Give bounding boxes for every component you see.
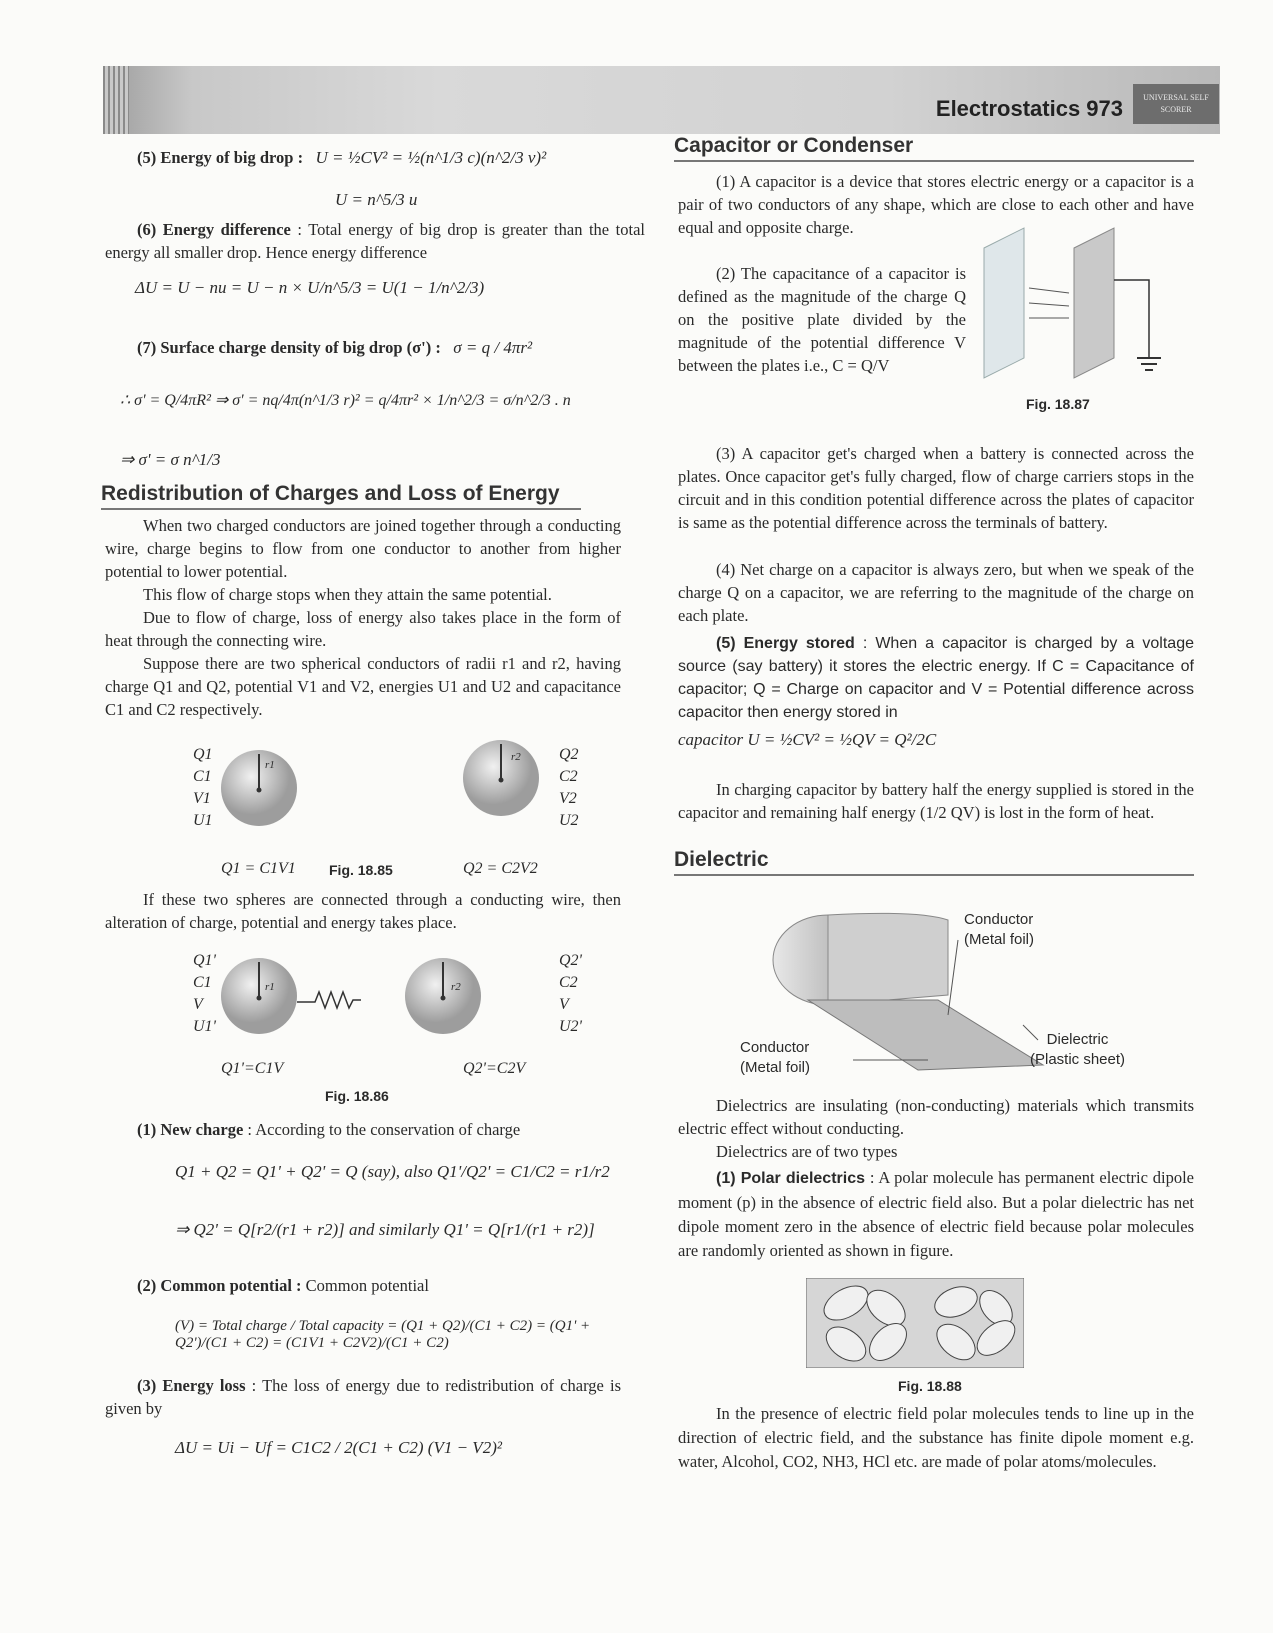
label-conductor-bottom: Conductor (Metal foil) — [740, 1039, 811, 1076]
figure-18-86: Q1' C1 V U1' r1 r2 Q2' C2 V U2' Q1'=C1V Q2'=C2V — [193, 952, 582, 1077]
polar-molecules-figure — [806, 1278, 1024, 1368]
capacitor-plates-figure — [974, 218, 1184, 388]
label-dielectric: Dielectric (Plastic sheet) — [1030, 1031, 1126, 1068]
formula-new-charge-2: ⇒ Q2' = Q[r2/(r1 + r2)] and similarly Q1' = Q[r1/(r1 + r2)] — [175, 1220, 595, 1239]
capacitor-energy-stored: (5) Energy stored : When a capacitor is charged by a voltage source (say battery) it stores the electric energy. If C = Capacitance of capacitor; Q = Charge on capacitor and V = Potential difference across capacitor then energy stored in — [678, 635, 1194, 721]
item-common-potential: (2) Common potential : Common potential — [137, 1276, 429, 1295]
sphere-2 — [461, 738, 541, 818]
dielectric-def: Dielectrics are insulating (non-conducting) materials which transmits electric effect without conducting. — [678, 1096, 1194, 1138]
alteration-text: If these two spheres are connected through a conducting wire, then alteration of charge, potential and energy takes place. — [105, 890, 621, 932]
fig-caption-18-88: Fig. 18.88 — [898, 1378, 962, 1394]
capacitor-def-2: (2) The capacitance of a capacitor is defined as the magnitude of the charge Q on the positive plate divided by the magnitude of the potential difference V between the plates i.e., C = Q/V — [678, 264, 966, 375]
fig-caption-18-85: Fig. 18.85 — [329, 862, 393, 878]
publisher-logo: UNIVERSAL SELF SCORER — [1133, 84, 1219, 124]
formula-delta-u: ΔU = U − nu = U − n × U/n^5/3 = U(1 − 1/n^2/3) — [135, 278, 485, 297]
capacitor-charging-note: In charging capacitor by battery half the energy supplied is stored in the capacitor and remaining half energy (1/2 QV) is lost in the form of heat. — [678, 780, 1194, 822]
figure-18-85: Q1 C1 V1 U1 r1 r2 Q2 C2 V2 U2 Q1 = C1V1 Q2 = C2V2 — [193, 744, 593, 884]
polar-dielectrics: (1) Polar dielectrics : A polar molecule has permanent electric dipole moment (p) in the absence of electric field also. But a polar dielectric has net dipole moment zero in the absence of electric field because polar molecules are randomly oriented as shown in figure. — [678, 1168, 1195, 1260]
fig-caption-18-87: Fig. 18.87 — [1026, 396, 1090, 412]
item-energy-loss: (3) Energy loss : The loss of energy due to redistribution of charge is given by — [105, 1376, 621, 1418]
section-title-dielectric: Dielectric — [674, 848, 1194, 876]
running-head: Electrostatics 973 — [935, 96, 1123, 121]
redistribution-text: When two charged conductors are joined together through a conducting wire, charge begins to flow from one conductor to another from higher potential to lower potential. This flow of charge stops when they attain the same potential. Due to flow of charge, loss of energy also takes place in the form of heat through the connecting wire. Suppose there are two spherical conductors of radii r1 and r2, having charge Q1 and Q2, potential V1 and V2, energies U1 and U2 and capacitance C1 and C2 respectively. — [105, 516, 621, 719]
formula-energy-stored: capacitor U = ½CV² = ½QV = Q²/2C — [678, 730, 937, 749]
section-title-capacitor: Capacitor or Condenser — [674, 134, 1194, 162]
item-energy-big-drop: (5) Energy of big drop : U = ½CV² = ½(n^1/3 c)(n^2/3 v)² — [137, 148, 547, 167]
label-conductor-top: Conductor (Metal foil) — [964, 911, 1035, 948]
formula-sigma: ∴ σ' = Q/4πR² ⇒ σ' = nq/4π(n^1/3 r)² = q/4πr² × 1/n^2/3 = σ/n^2/3 . n — [120, 392, 571, 409]
formula-result: U = n^5/3 u — [335, 190, 418, 209]
item-new-charge: (1) New charge : According to the conservation of charge — [137, 1120, 521, 1139]
header-stripes — [103, 66, 129, 134]
capacitor-def-1: (1) A capacitor is a device that stores electric energy or a capacitor is a pair of two conductors of any shape, which are close to each other and have equal and opposite charge. — [678, 172, 1194, 237]
sphere-1 — [219, 748, 299, 828]
section-title-redistribution: Redistribution of Charges and Loss of Energy — [101, 482, 581, 510]
dielectric-types: Dielectrics are of two types — [716, 1142, 898, 1161]
item-energy-difference: (6) Energy difference : Total energy of big drop is greater than the total energy all smaller drop. Hence energy difference — [105, 220, 645, 262]
polar-alignment-text: In the presence of electric field polar molecules tends to line up in the direction of electric field, and the substance has finite dipole moment e.g. water, Alcohol, CO2, NH3, HCl etc. are made of polar atoms/molecules. — [678, 1404, 1194, 1471]
formula-common-potential: (V) = Total charge / Total capacity = (Q1 + Q2)/(C1 + C2) = (Q1' + Q2')/(C1 + C2) = (C1V1 + C2V2)/(C1 + C2) — [175, 1318, 591, 1351]
formula-sigma-result: ⇒ σ' = σ n^1/3 — [120, 450, 221, 469]
formula: U = ½CV² = ½(n^1/3 c)(n^2/3 v)² — [315, 148, 547, 167]
capacitor-def-4: (4) Net charge on a capacitor is always zero, but when we speak of the charge Q on a capacitor, we are referring to the magnitude of the charge on each plate. — [678, 560, 1194, 625]
item-surface-charge: (7) Surface charge density of big drop (σ') : σ = q / 4πr² — [137, 338, 533, 357]
formula-new-charge-1: Q1 + Q2 = Q1' + Q2' = Q (say), also Q1'/Q2' = C1/C2 = r1/r2 — [175, 1162, 610, 1181]
formula-energy-loss: ΔU = Ui − Uf = C1C2 / 2(C1 + C2) (V1 − V2)² — [175, 1438, 502, 1457]
fig-caption-18-86: Fig. 18.86 — [325, 1088, 389, 1104]
capacitor-def-3: (3) A capacitor get's charged when a battery is connected across the plates. Once capacitor get's fully charged, flow of charge carriers stops in the circuit and in this condition potential difference across the plates of capacitor is same as the potential difference across the terminals of battery. — [678, 444, 1194, 532]
